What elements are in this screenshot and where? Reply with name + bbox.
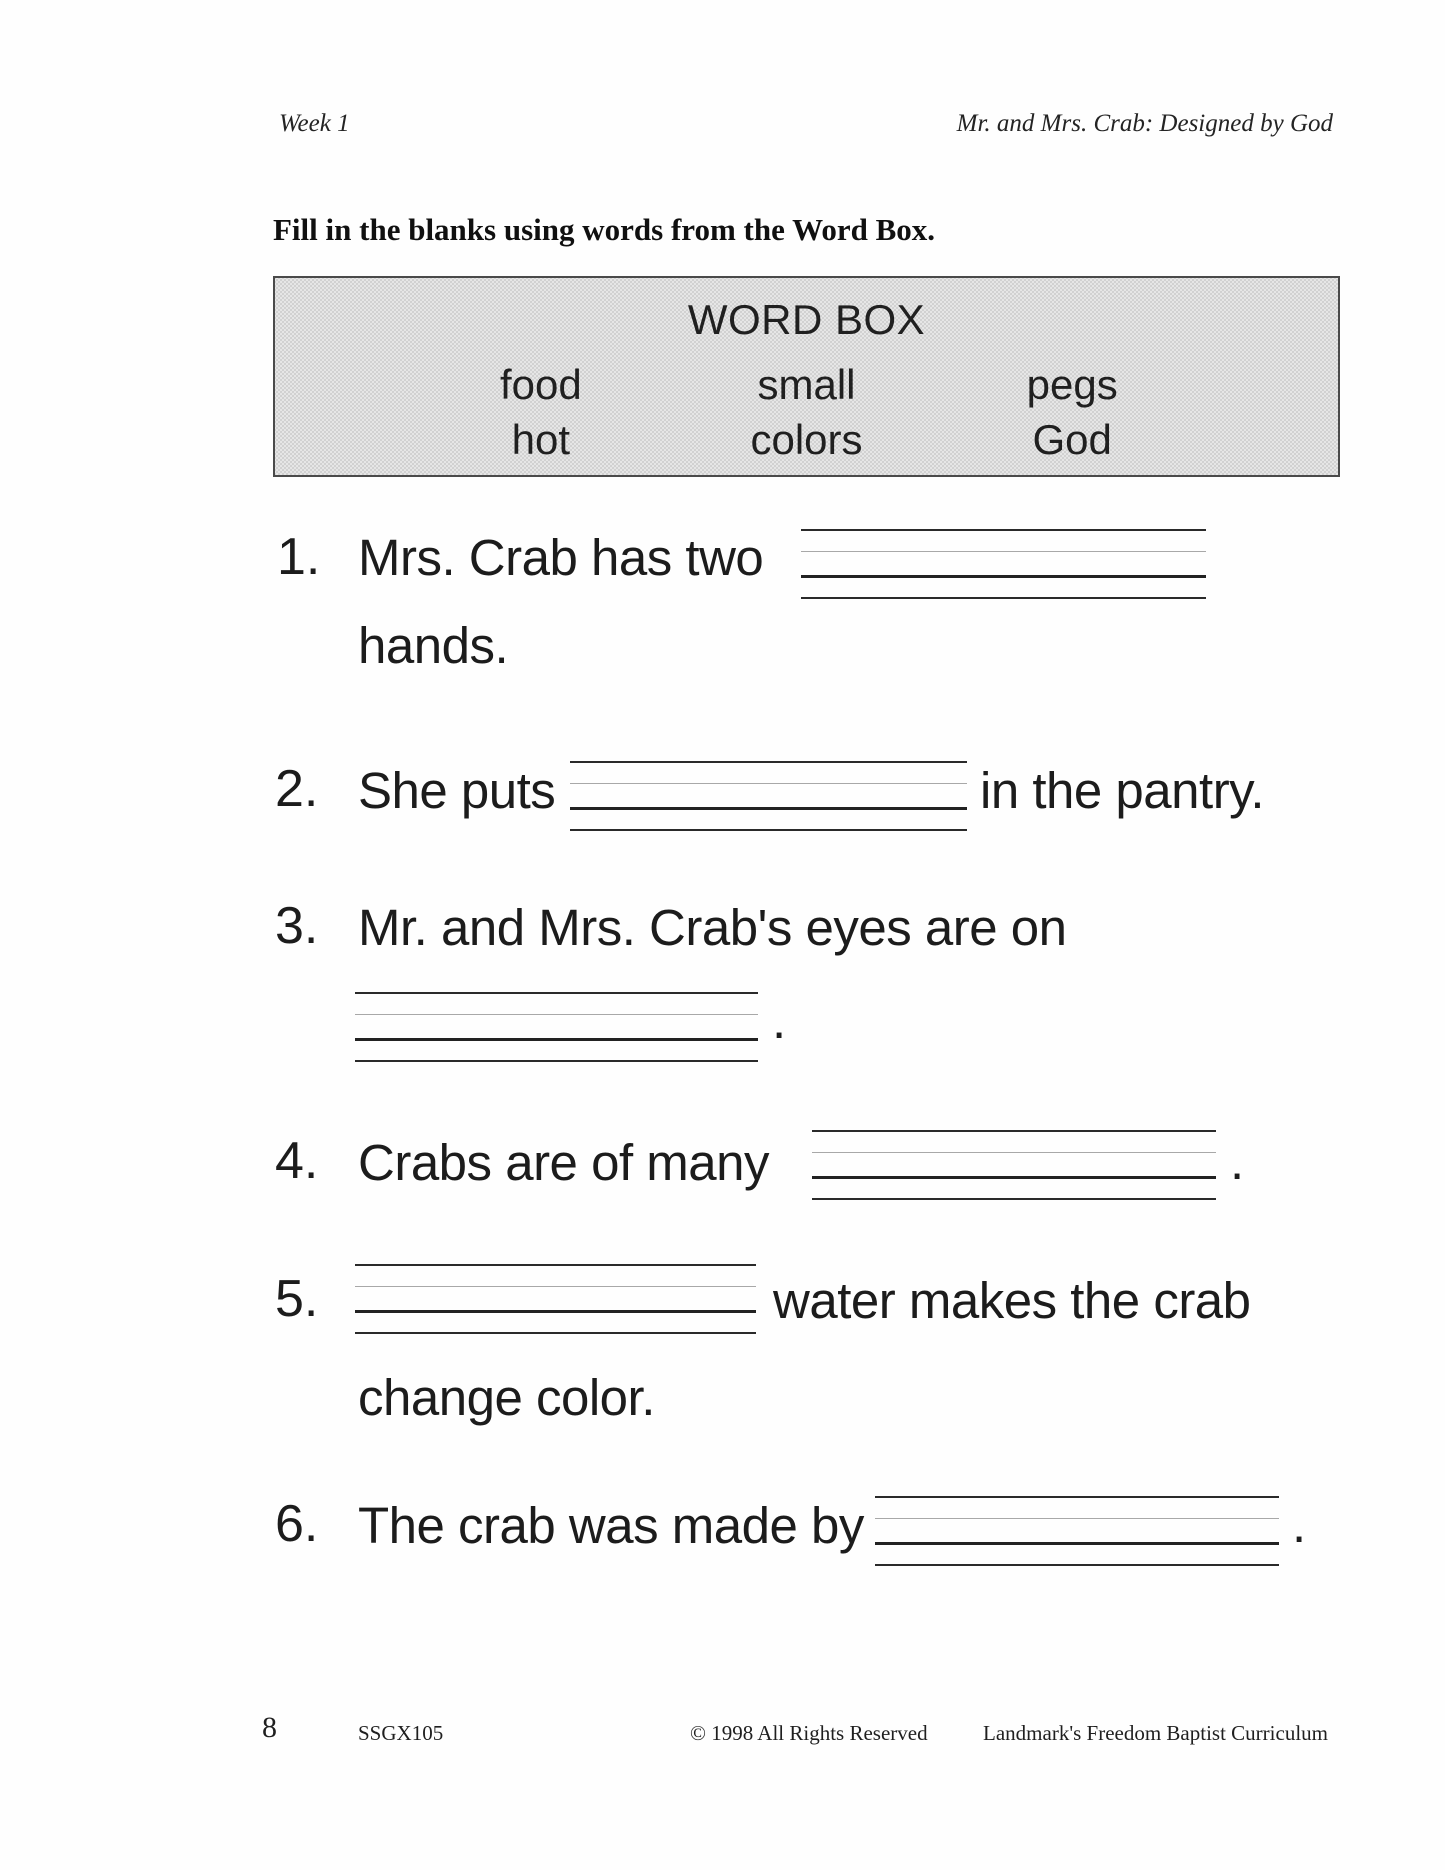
question-number: 3. xyxy=(275,897,319,955)
question-number: 2. xyxy=(275,760,319,818)
guide-line xyxy=(801,551,1206,552)
guide-line xyxy=(875,1496,1279,1498)
guide-line xyxy=(801,575,1206,578)
question-text: Crabs are of many xyxy=(358,1134,770,1191)
instructions-heading: Fill in the blanks using words from the Word Box. xyxy=(273,212,936,247)
word-box-word-small: small xyxy=(757,361,856,408)
guide-line xyxy=(812,1130,1216,1132)
answer-blank-2 xyxy=(570,761,967,832)
answer-blank-4 xyxy=(812,1130,1216,1201)
guide-line xyxy=(355,1286,756,1287)
guide-line xyxy=(355,1264,756,1266)
question-text-after: in the pantry. xyxy=(980,762,1265,819)
question-text-line2: change color. xyxy=(358,1369,655,1426)
answer-blank-6 xyxy=(875,1496,1279,1567)
sentence-period: . xyxy=(1230,1133,1244,1190)
question-text-line2: hands. xyxy=(358,617,509,674)
footer-code: SSGX105 xyxy=(358,1721,444,1745)
header-lesson-title: Mr. and Mrs. Crab: Designed by God xyxy=(956,110,1333,137)
guide-line xyxy=(355,992,758,994)
guide-line xyxy=(570,807,967,810)
question-number: 5. xyxy=(275,1270,319,1328)
answer-blank-5 xyxy=(355,1264,756,1335)
question-text-after: water makes the crab xyxy=(773,1272,1251,1329)
guide-line xyxy=(875,1542,1279,1545)
guide-line xyxy=(875,1518,1279,1519)
question-number: 4. xyxy=(275,1132,319,1190)
header-week-label: Week 1 xyxy=(279,110,350,137)
word-box-word-colors: colors xyxy=(750,416,863,463)
guide-line xyxy=(355,1038,758,1041)
guide-line xyxy=(355,1014,758,1015)
footer-publisher: Landmark's Freedom Baptist Curriculum xyxy=(983,1721,1328,1745)
word-box-row-2 xyxy=(275,417,1338,463)
sentence-period: . xyxy=(1292,1496,1306,1553)
guide-line xyxy=(355,1060,758,1062)
footer-page-number: 8 xyxy=(262,1711,277,1744)
word-box-word-god: God xyxy=(1032,416,1112,463)
question-text: She puts xyxy=(358,762,556,819)
answer-blank-1 xyxy=(801,529,1206,600)
word-box-word-hot: hot xyxy=(511,416,571,463)
question-text: The crab was made by xyxy=(358,1497,864,1554)
word-box-word-pegs: pegs xyxy=(1026,361,1118,408)
word-box xyxy=(273,276,1340,477)
question-number: 1. xyxy=(277,528,321,586)
guide-line xyxy=(570,829,967,831)
guide-line xyxy=(801,529,1206,531)
guide-line xyxy=(570,761,967,763)
word-box-row-1 xyxy=(275,362,1338,408)
guide-line xyxy=(355,1310,756,1313)
guide-line xyxy=(812,1152,1216,1153)
guide-line xyxy=(875,1564,1279,1566)
question-text: Mrs. Crab has two xyxy=(358,529,764,586)
question-number: 6. xyxy=(275,1495,319,1553)
guide-line xyxy=(570,783,967,784)
footer-copyright: © 1998 All Rights Reserved xyxy=(690,1721,928,1745)
word-box-title: WORD BOX xyxy=(687,296,926,343)
answer-blank-3 xyxy=(355,992,758,1063)
sentence-period: . xyxy=(772,992,786,1049)
question-text: Mr. and Mrs. Crab's eyes are on xyxy=(358,899,1067,956)
guide-line xyxy=(812,1176,1216,1179)
guide-line xyxy=(801,597,1206,599)
word-box-word-food: food xyxy=(499,361,582,408)
guide-line xyxy=(355,1332,756,1334)
guide-line xyxy=(812,1198,1216,1200)
